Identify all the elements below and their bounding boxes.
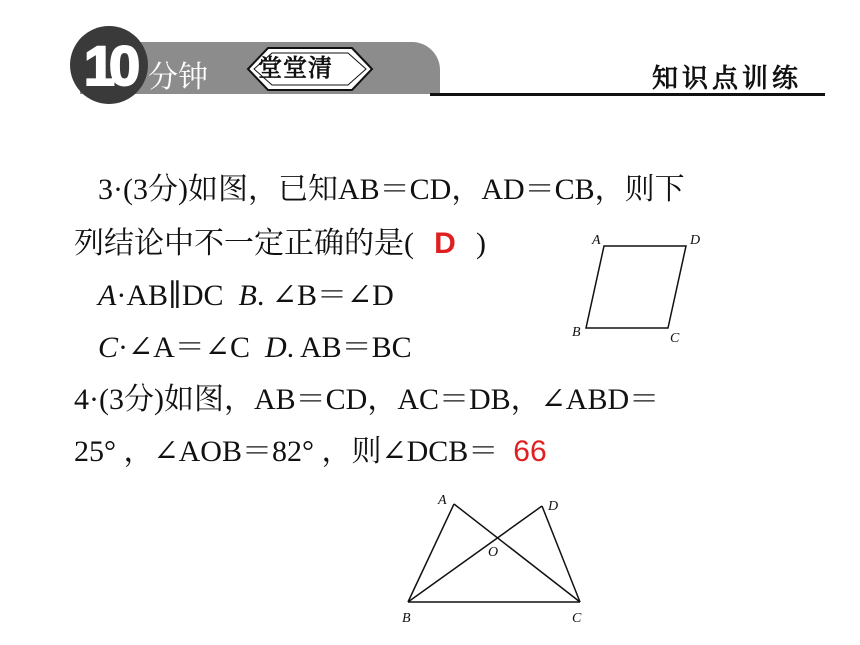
q3-line1: 3·(3分)如图，已知AB＝CD，AD＝CB，则下 <box>98 173 685 206</box>
q4-stem: 25° ，∠AOB＝82° ，则∠DCB＝ <box>74 435 499 468</box>
q4-label-d: D <box>548 499 559 514</box>
q3-label-b: B <box>572 325 581 340</box>
q4-label-o: O <box>488 545 499 560</box>
q4-label-a: A <box>438 493 447 508</box>
minutes-label: 分钟 <box>148 60 208 95</box>
q3-label-c: C <box>670 331 680 346</box>
badge-number: 10 <box>83 33 135 97</box>
q4-label-c: C <box>572 611 582 626</box>
q3-options-ab <box>98 270 394 314</box>
time-badge <box>70 26 148 104</box>
option-c-letter: C <box>98 331 119 364</box>
section-title: 知识点训练 <box>652 64 803 94</box>
option-b-letter: B <box>238 279 257 312</box>
q4-triangle-figure <box>390 484 610 630</box>
q3-label-a: A <box>592 233 601 248</box>
q3-label-d: D <box>690 233 701 248</box>
q4-line1: 4·(3分)如图，AB＝CD，AC＝DB，∠ABD＝ <box>74 383 660 416</box>
q4-line2 <box>74 426 547 470</box>
q4-answer: 66 <box>513 435 547 468</box>
q4-label-b: B <box>402 611 411 626</box>
option-d-text: . AB＝BC <box>286 331 412 364</box>
q3-line2 <box>74 218 486 262</box>
q3-answer: D <box>434 227 456 260</box>
option-a-text: ·AB∥DC <box>116 279 224 312</box>
option-a-letter: A <box>98 279 117 312</box>
q3-options-cd <box>98 322 412 366</box>
q3-parallelogram-figure <box>560 226 710 348</box>
page-header <box>0 0 860 110</box>
q3-stem-prefix: 列结论中不一定正确的是( <box>74 227 414 260</box>
option-d-letter: D <box>264 331 287 364</box>
ribbon-label: 堂堂清 <box>258 54 333 82</box>
q3-stem-suffix: ) <box>476 227 486 260</box>
option-b-text: . ∠B＝∠D <box>256 279 394 312</box>
option-c-text: ·∠A＝∠C <box>118 331 250 364</box>
